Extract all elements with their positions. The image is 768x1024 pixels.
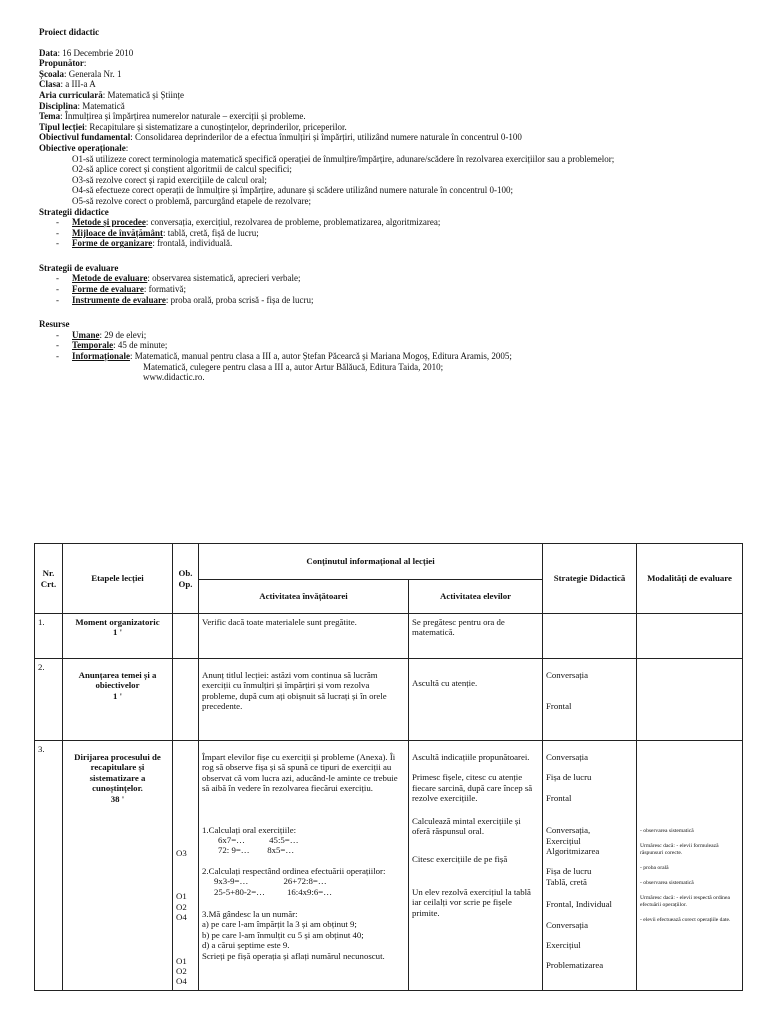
strategy-cell: Conversația Fișa de lucru Frontal Conversația, Exercițiul Algoritmizarea Fișa de lucru Tablă, cretă Frontal, Individual Conversația Exercițiul Problematizarea xyxy=(543,741,637,991)
header-activ-elev: Activitatea elevilor xyxy=(409,580,543,614)
teacher-activity: Anunț titlul lecției: astăzi vom continua să lucrăm exerciții cu înmulțiri și împărțiri și vom rezolva probleme, după cum ați obișnuit să lucrați și în orele precedente. xyxy=(199,659,409,741)
evaluation-heading: Strategii de evaluare xyxy=(39,262,119,273)
teacher-activity: Verific dacă toate materialele sunt pregătite. xyxy=(199,614,409,659)
lesson-type-line: Tipul lecției: Recapitulare și sistematizare a cunoștințelor, deprinderilor, priceperilor. xyxy=(39,121,347,132)
school-line: Școala: Generala Nr. 1 xyxy=(39,68,122,79)
student-activity: Se pregătesc pentru ora de matematică. xyxy=(409,614,543,659)
document-title: Proiect didactic xyxy=(39,27,100,37)
objective-item: O5-să rezolve corect o problemă, parcurgând etapele de rezolvare; xyxy=(72,195,311,206)
evaluation-item: - Forme de evaluare: formativă; xyxy=(39,284,739,295)
row-number: 1. xyxy=(35,614,63,659)
lesson-table xyxy=(34,543,743,991)
resources-heading: Resurse xyxy=(39,319,70,330)
strategy-item: - Forme de organizare: frontală, individuală. xyxy=(39,238,739,249)
objective-item: O3-să rezolve corect și rapid exercițiile de calcul oral; xyxy=(72,174,267,185)
row-number: 3. xyxy=(35,741,63,991)
strategy-item: - Metode și procedee: conversația, exercițiul, rezolvarea de probleme, problematizarea, algoritmizarea; xyxy=(39,217,739,228)
strategies-heading: Strategii didactice xyxy=(39,206,109,217)
header-continut: Conținutul informațional al lecției xyxy=(199,544,543,580)
stage-cell: Moment organizatoric 1 ' xyxy=(63,614,173,659)
header-modalitati: Modalități de evaluare xyxy=(637,544,743,614)
objective-item: O2-să aplice corect și conștient algoritmii de calcul specifici; xyxy=(72,164,292,175)
resource-item: - Umane: 29 de elevi; xyxy=(39,330,739,341)
evaluation-item: - Instrumente de evaluare: proba orală, proba scrisă - fișa de lucru; xyxy=(39,295,739,306)
stage-cell: Dirijarea procesului de recapitulare și sistematizare a cunoștințelor. 38 ' xyxy=(63,741,173,991)
fundamental-objective-line: Obiectivul fundamental: Consolidarea deprinderilor de a efectua înmulțiri și împărțiri, utilizând numere naturale în concentrul 0-100 xyxy=(39,132,522,143)
header-activ-inv: Activitatea învățătoarei xyxy=(199,580,409,614)
teacher-line: Propunător: xyxy=(39,58,87,69)
discipline-line: Disciplina: Matematică xyxy=(39,100,125,111)
table-row xyxy=(35,741,743,991)
header-strategie: Strategie Didactică xyxy=(543,544,637,614)
strategy-cell: Conversația Frontal xyxy=(543,659,637,741)
student-activity: Ascultă indicațiile propunătoarei. Primesc fișele, citesc cu atenție fiecare sarcină, după care încep să rezolve exercițiile. Calculează mintal exercițiile și oferă răspunsul oral. Citesc exercițiile de pe fișă Un elev rezolvă exercițiul la tablă iar ceilalți vor scrie pe fișele primite. xyxy=(409,741,543,991)
theme-line: Tema: Înmulțirea și împărțirea numerelor naturale – exerciții și probleme. xyxy=(39,111,306,122)
date-line: Data: 16 Decembrie 2010 xyxy=(39,47,134,58)
objective-codes: O3 O1 O2 O4 O1 O2 O4 xyxy=(173,741,199,991)
table-row xyxy=(35,659,743,741)
evaluation-item: - Metode de evaluare: observarea sistematică, aprecieri verbale; xyxy=(39,273,739,284)
lesson-plan-header xyxy=(39,27,739,383)
header-etape: Etapele lecției xyxy=(63,544,173,614)
resource-item: - Temporale: 45 de minute; xyxy=(39,340,739,351)
strategy-item: - Mijloace de învățământ: tablă, cretă, fișă de lucru; xyxy=(39,228,739,239)
evaluation-cell: - observarea sistematică Urmăresc dacă: - elevii formulează răspunsuri corecte. - proba orală - observarea sistematică Urmăresc dacă: - elevii respectă ordinea efectuării operațiilor. - elevii efectuează corect operațiile date. xyxy=(637,741,743,991)
student-activity: Ascultă cu atenție. xyxy=(409,659,543,741)
curricular-area-line: Aria curriculară: Matematică și Științe xyxy=(39,89,184,100)
row-number: 2. xyxy=(35,659,63,741)
objective-item: O4-să efectueze corect operații de înmulțire și împărțire, adunare și scădere utilizând numere naturale în concentrul 0-100; xyxy=(72,185,514,196)
header-nr: Nr. Crt. xyxy=(35,544,63,614)
objective-item: O1-să utilizeze corect terminologia matematică specifică operației de înmulțire/împărțire, adunare/scădere în rezolvarea exercițiilor sau a problemelor; xyxy=(72,153,615,164)
class-line: Clasa: a III-a A xyxy=(39,79,96,90)
operational-objectives-heading: Obiective operaționale: xyxy=(39,142,129,153)
resource-website: www.didactic.ro. xyxy=(143,372,205,383)
teacher-activity: Împart elevilor fișe cu exerciții și probleme (Anexa). Îi rog să observe fișa și să spună ce tipuri de exerciții au observat că vom lucra azi, aducând-le aminte ce trebuie să aibă în vedere în rezolvarea fiecărui exercițiu. 1.Calculați oral exercițiile: 6x7=… 45:5=… 72: 9=… 8x5=… 2.Calculați respectând ordinea efectuării operațiilor: 9x3-9=… 26+72:8=… 25-5+80-2=… 16:4x9:6=… 3.Mă gândesc la un număr: a) pe care l-am împărțit la 3 și am obținut 9; b) pe care l-am înmulțit cu 5 și am obținut 40; d) a cărui șeptime este 9. Scrieți pe fișă operația și aflați numărul necunoscut. xyxy=(199,741,409,991)
resource-item: - Informaționale: Matematică, manual pentru clasa a III a, autor Ștefan Păcearcă și Mariana Mogoș, Editura Aramis, 2005; xyxy=(39,351,739,362)
table-row xyxy=(35,614,743,659)
header-ob: Ob. Op. xyxy=(173,544,199,614)
stage-cell: Anunțarea temei și a obiectivelor 1 ' xyxy=(63,659,173,741)
resource-continuation: Matematică, culegere pentru clasa a III a, autor Artur Bălăucă, Editura Taida, 2010; xyxy=(143,361,444,372)
